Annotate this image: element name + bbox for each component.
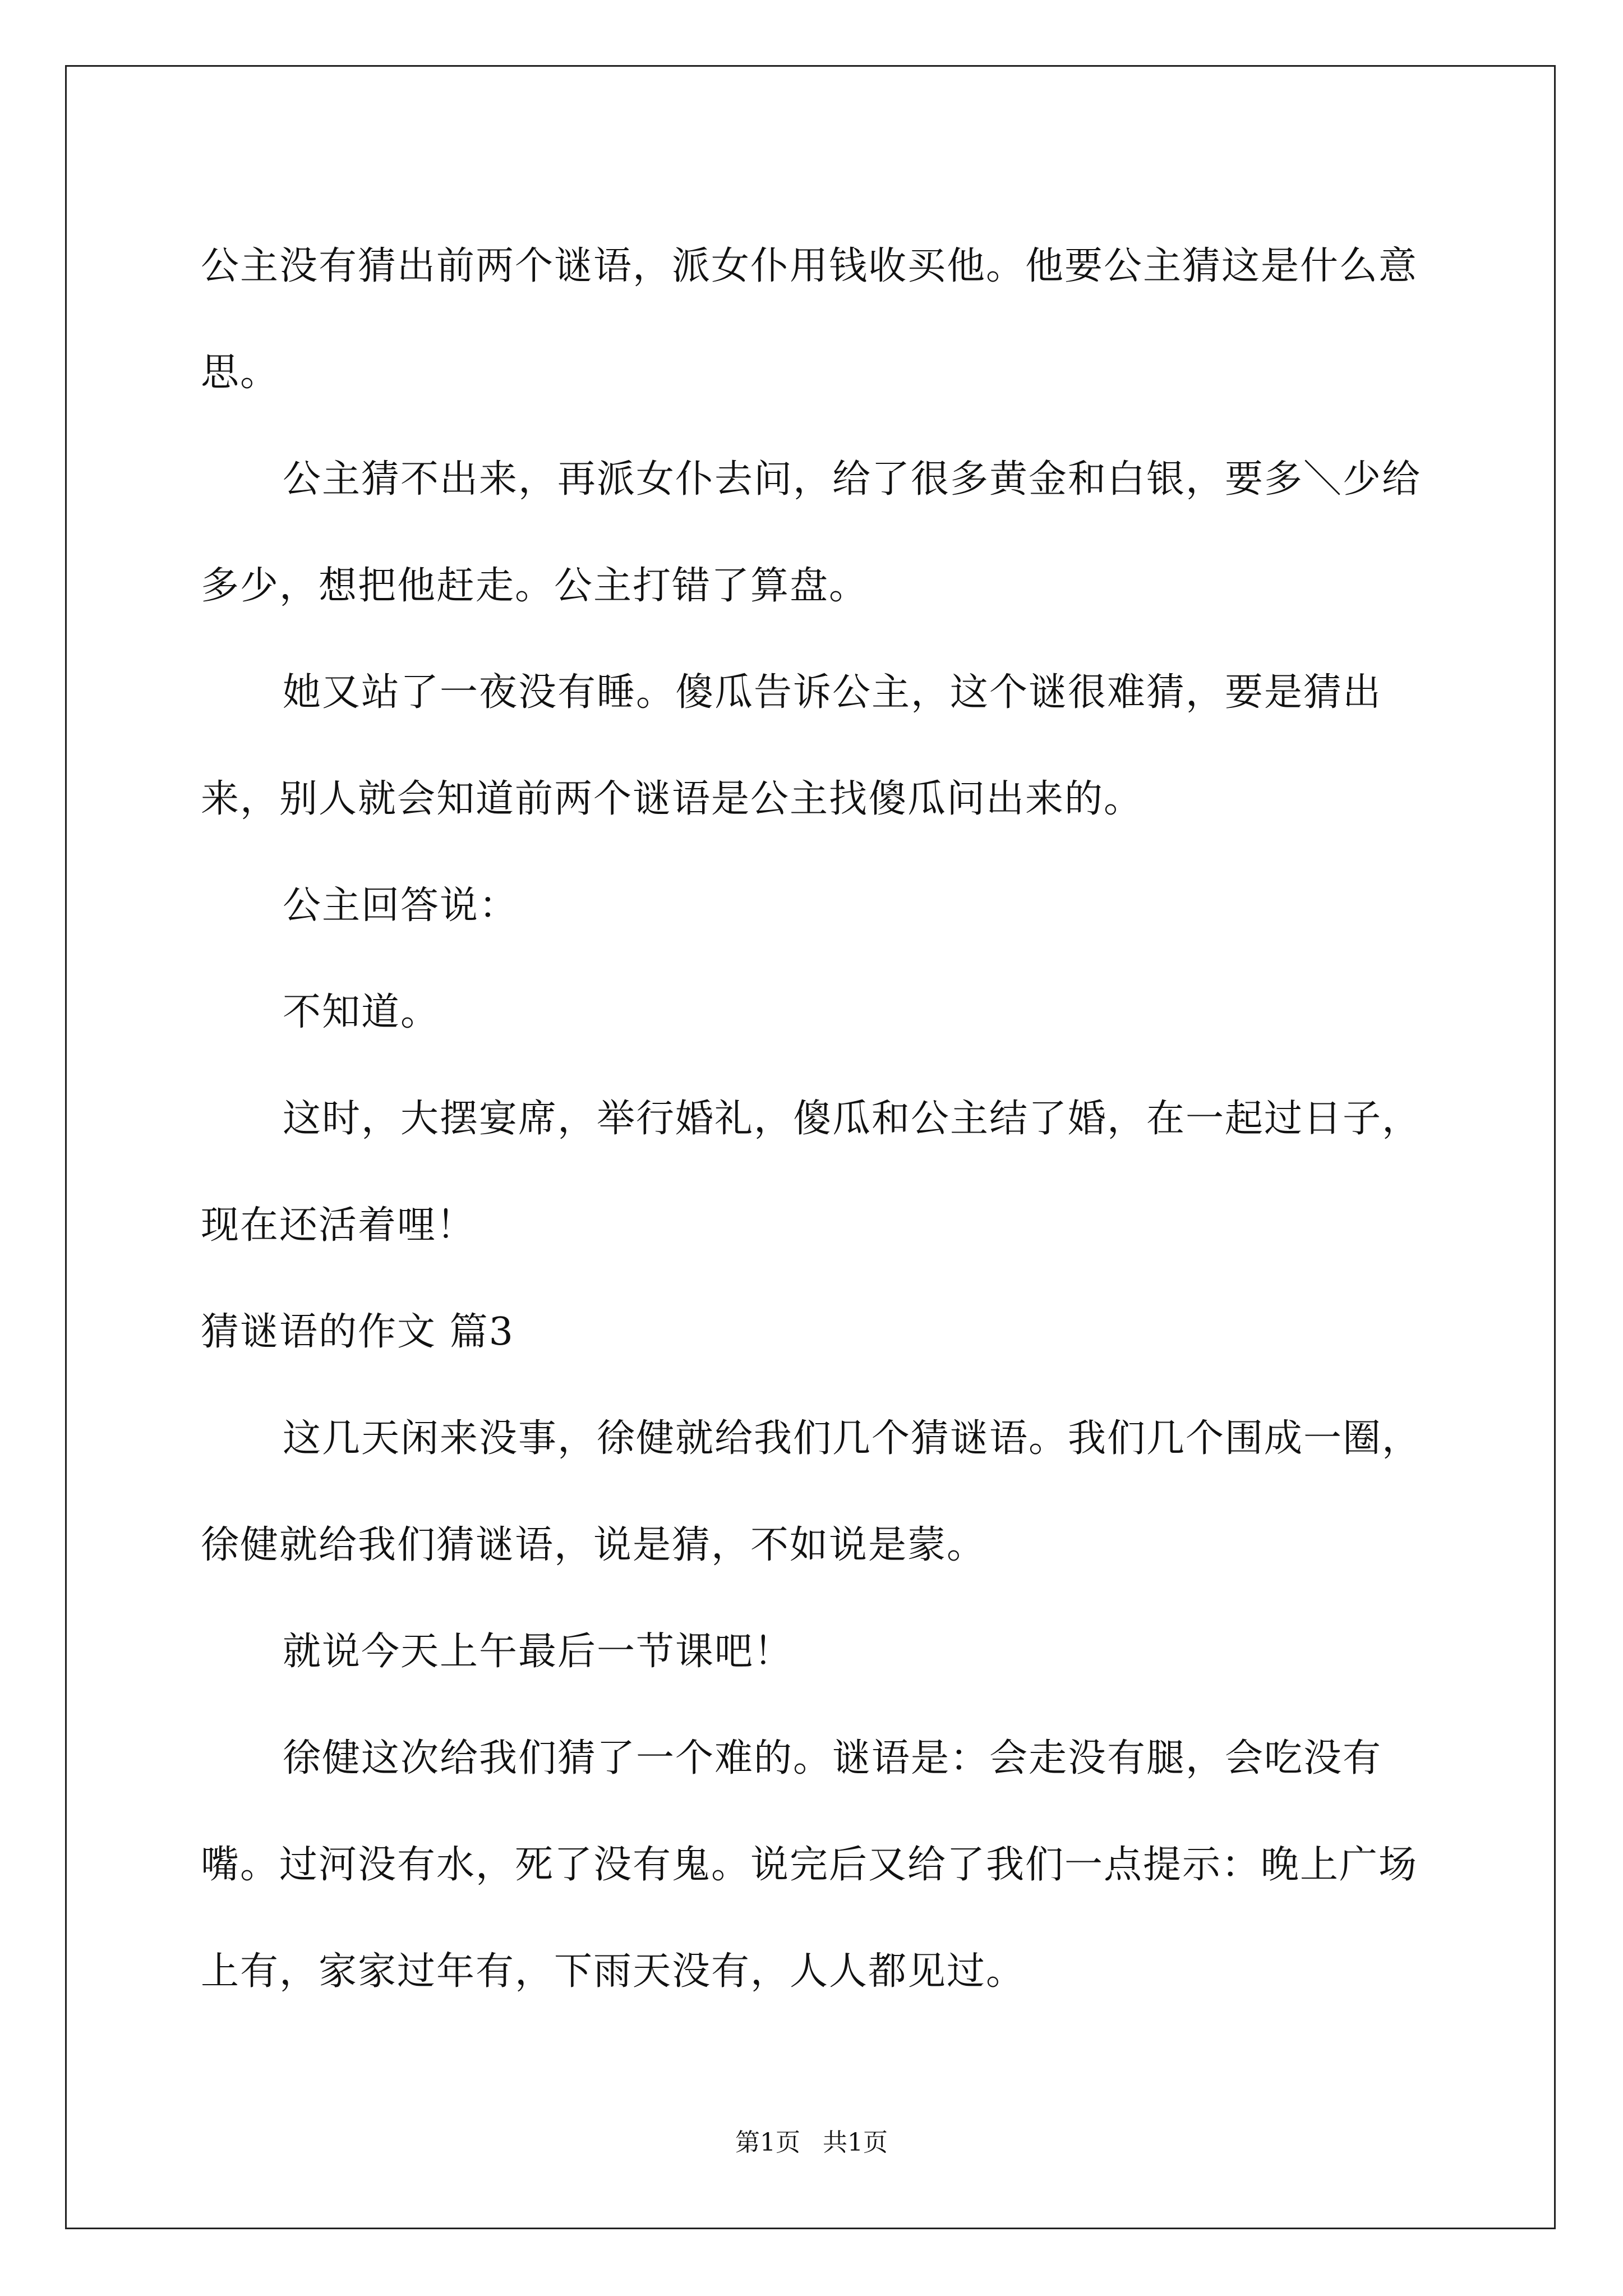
- paragraph: 公主猜不出来，再派女仆去问，给了很多黄金和白银，要多＼少给多少，想把他赶走。公主打错了算盘。: [201, 457, 1422, 608]
- paragraph: 就说今天上午最后一节课吧！: [283, 1630, 794, 1674]
- document-body: [201, 213, 1429, 2025]
- page-footer: [0, 2126, 1623, 2160]
- paragraph: 这几天闲来没事，徐健就给我们几个猜谜语。我们几个围成一圈，徐健就给我们猜谜语，说是猜，不如说是蒙。: [201, 1416, 1422, 1567]
- paragraph: 徐健这次给我们猜了一个难的。谜语是：会走没有腿，会吃没有嘴。过河没有水，死了没有鬼。说完后又给了我们一点提示：晚上广场上有，家家过年有，下雨天没有，人人都见过。: [201, 1736, 1418, 1994]
- paragraph: 不知道。: [283, 990, 440, 1034]
- page-total: 共1页: [823, 2128, 888, 2157]
- paragraph: 公主没有猜出前两个谜语，派女仆用钱收买他。他要公主猜这是什么意思。: [201, 244, 1418, 395]
- section-heading: 猜谜语的作文 篇3: [201, 1310, 514, 1354]
- paragraph: 她又站了一夜没有睡。傻瓜告诉公主，这个谜很难猜，要是猜出来，别人就会知道前两个谜语是公主找傻瓜问出来的。: [201, 670, 1382, 821]
- page-number: 第1页: [735, 2128, 800, 2157]
- paragraph: 这时，大摆宴席，举行婚礼，傻瓜和公主结了婚，在一起过日子，现在还活着哩！: [201, 1097, 1422, 1248]
- paragraph: 公主回答说：: [283, 884, 519, 928]
